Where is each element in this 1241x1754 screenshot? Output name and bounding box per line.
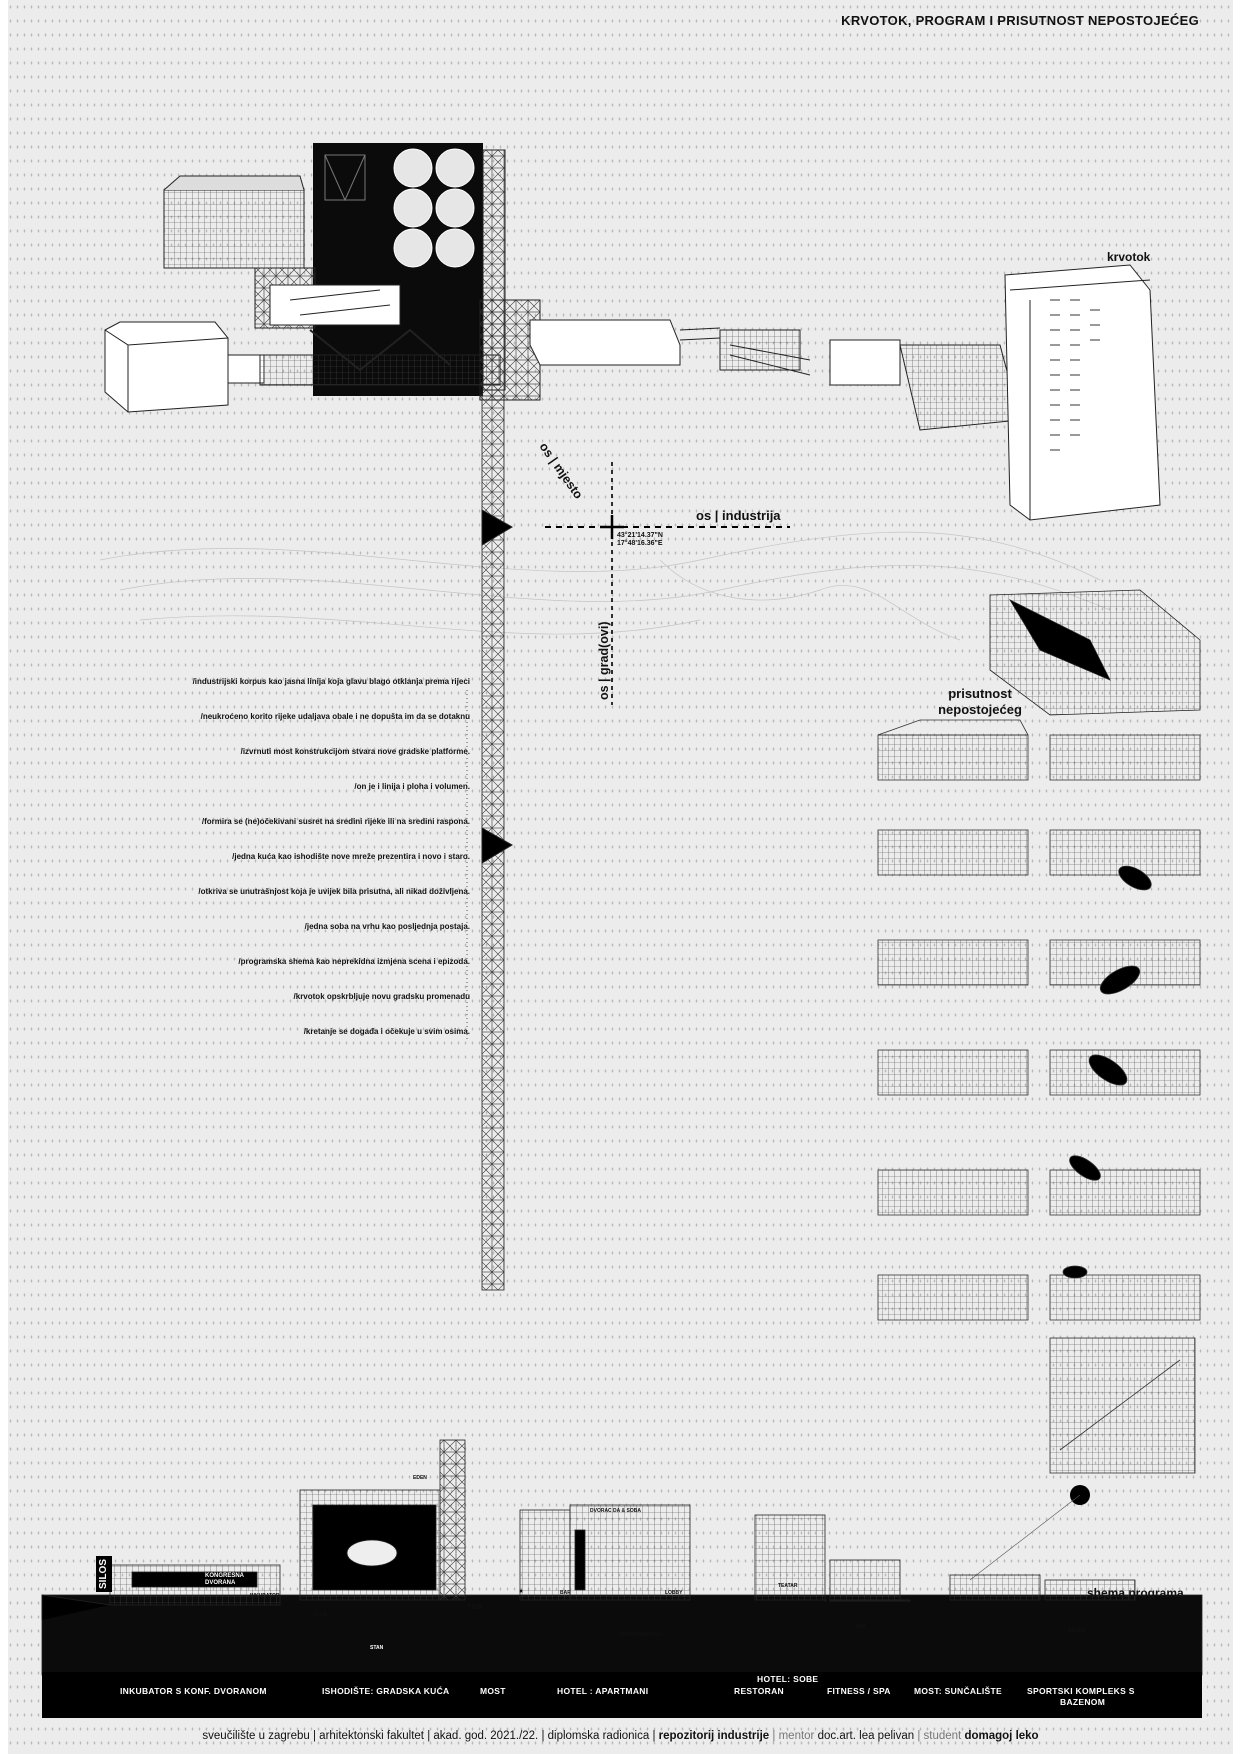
prisutnost-label [910,686,1050,718]
axis-label-gradovi: os | grad(ovi) [597,621,611,700]
krvotok-label: krvotok [1107,250,1151,264]
vertical-tower [482,390,512,1290]
programme-item: BAZENOM [1060,1697,1106,1707]
silos-label: SILOS [96,1556,112,1592]
section-label-klub: KLUB [313,1612,327,1618]
prisutnost-label-line2: nepostojećeg [938,702,1022,717]
axis-lines [545,462,790,705]
footer-credits [0,1730,1241,1742]
section-label-tribina: TRIB [468,1605,482,1611]
axis-label-mjesto: os | mjesto [536,440,586,502]
footer-student: domagoj leko [964,1730,1039,1742]
statement: /on je i linija i ploha i volumen. [354,782,470,791]
poster-title: KRVOTOK, PROGRAM I PRISUTNOST NEPOSTOJEĆEG [841,13,1199,28]
krvotok-volume [1005,265,1160,520]
statement: /jedna kuća kao ishodište nove mreže prezentira i novo i staro. [232,852,470,861]
section-label-dvorac: DVORAC DA & SOBA [590,1508,641,1514]
statement: /krvotok opskrbljuje novu gradsku promenadu [293,992,470,1001]
statement: /jedna soba na vrhu kao posljednja postaja. [304,922,470,931]
statement: /izvrnuti most konstrukcijom stvara nove gradske platforme. [240,747,470,756]
programme-item: FITNESS / SPA [827,1686,891,1696]
statement: /programska shema kao neprekidna izmjena scena i epizoda. [238,957,470,966]
footer-institution: sveučilište u zagrebu | arhitektonski fakultet | akad. god. 2021./22. | diplomska radionica | [202,1730,656,1742]
section-label-bar: BAR [560,1590,571,1596]
coord-east: 17°48'16.36"E [617,540,663,547]
section-label-kongresna: KONGRESNA DVORANA [205,1573,244,1586]
section-label-teatar: TEATAR [778,1583,798,1589]
footer-mentor-label: | mentor [772,1730,815,1742]
programme-item: MOST [480,1686,506,1696]
prisutnost-label-line1: prisutnost [948,686,1012,701]
coord-north: 43°21'14.37"N [617,532,663,539]
statement: /neukroćeno korito rijeke udaljava obale i ne dopušta im da se dotaknu [200,712,470,721]
axis-label-industrija: os | industrija [696,508,781,523]
footer-mentor: doc.art. lea pelivan [817,1730,915,1742]
section-label-stan: STAN [370,1645,384,1651]
section-sequence [878,720,1200,1473]
section-label-lobby: LOBBY [665,1590,683,1596]
left-white-volume [105,322,264,412]
footer-project: repozitorij industrije [658,1730,770,1742]
statement: /otkriva se unutrašnjost koja je uvijek bila prisutna, ali nikad doživljena. [198,887,470,896]
sun-marker [970,1485,1090,1580]
statement: /formira se (ne)očekivani susret na sredini rijeke ili na sredini raspona. [201,817,470,826]
programme-bar [42,1672,1202,1718]
statement: /kretanje se događa i očekuje u svim osima. [303,1027,470,1036]
section-label-spa: SPA [856,1624,866,1630]
section-label-edem: EDEN [413,1475,427,1481]
bridge-east [530,320,1020,430]
programme-item: INKUBATOR S KONF. DVORANOM [120,1686,267,1696]
programme-item: SPORTSKI KOMPLEKS S [1027,1686,1135,1696]
section-label-bazen: BAZEN [1068,1628,1086,1634]
shema-programa-label: shema programa [1087,1586,1184,1600]
statement: /industrijski korpus kao jasna linija koja glavu blago otklanja prema rijeci [192,677,470,686]
section-label-inkubator: INKUBATOR [250,1593,280,1599]
coordinates [617,532,663,548]
programme-item: MOST: SUNČALIŠTE [914,1686,1002,1696]
programme-item: HOTEL: SOBE [757,1674,819,1684]
programme-item: RESTORAN [734,1686,784,1696]
long-section [42,1440,1202,1675]
programme-item: HOTEL : APARTMANI [557,1686,649,1696]
footer-student-label: | student [917,1730,962,1742]
section-label-gospodarstvo: GOSPODARSTVO [620,1632,663,1638]
programme-item: ISHODIŠTE: GRADSKA KUĆA [322,1686,450,1696]
